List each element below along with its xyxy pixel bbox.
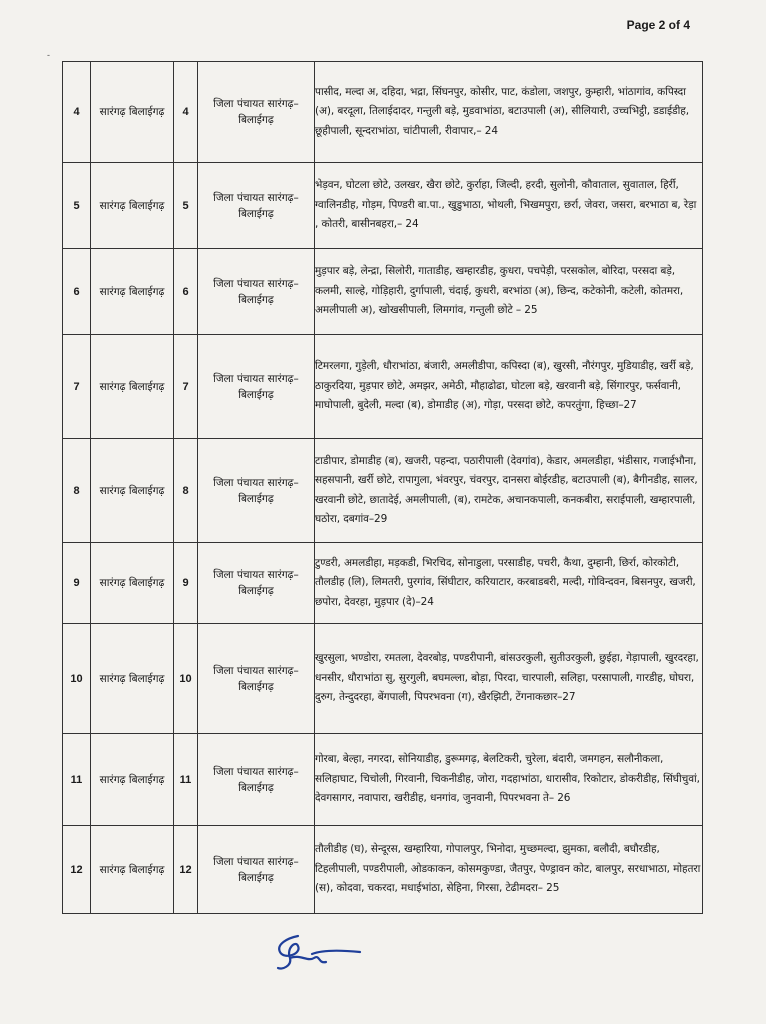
serial-number: 8 <box>63 439 91 543</box>
district-name: सारंगढ़ बिलाईगढ़ <box>91 335 174 439</box>
village-list: टुण्डरी, अमलडीहा, मड़कडी, भिरचिद, सोनाडुला, परसाडीह, पचरी, कैथा, दुम्हानी, छिर्रा, कोरकोटी, तौलडीह (लि), लिमतरी, पुरगांव, सिंघीटार, करियाटार, करबाडबरी, मल्दी, गोविन्दवन, बिसनपुर, खजरी, छपोरा, देवरहा, मुड़पार (दे)–24 <box>315 543 703 624</box>
village-list: टाडीपार, डोमाडीह (ब), खजरी, पहन्दा, पठारीपाली (देवगांव), केडार, अमलडीहा, भंडीसार, गजाईभौना, सहसपानी, खर्री छोटे, रापागुला, भंवरपुर, चंवरपुर, दानसरा बोईरडीह, बटाउपाली (ब), बैगीनडीह, सालर, खरवानी छोटे, छातादेई, अमलीपाली, (ब), रामटेक, अचानकपाली, कनकबीरा, सराईपाली, खम्हारपाली, घठोरा, दबगांव–29 <box>315 439 703 543</box>
margin-mark: - <box>47 50 50 60</box>
district-name: सारंगढ़ बिलाईगढ़ <box>91 249 174 335</box>
ward-number: 8 <box>174 439 198 543</box>
serial-number: 6 <box>63 249 91 335</box>
serial-number: 9 <box>63 543 91 624</box>
panchayat-name: जिला पंचायत सारंगढ़–बिलाईगढ़ <box>198 163 315 249</box>
village-list: भेड़वन, घोटला छोटे, उलखर, खैरा छोटे, कुर्राहा, जिल्दी, हरदी, सुलोनी, कौवाताल, सुवाताल, हिर्री, ग्वालिनडीह, गोड़म, पिण्डरी बा.पा., खुडुभाठा, भोथली, भिखमपुरा, छर्रा, जेवरा, जसरा, बरभाठा ब, रेड़ा , कोतरी, बासीनबहरा,– 24 <box>315 163 703 249</box>
serial-number: 11 <box>63 734 91 826</box>
table-row <box>63 624 703 734</box>
village-list: टिमरलगा, गुड़ेली, धौराभांठा, बंजारी, अमलीडीपा, कपिस्दा (ब), खुरसी, नौरंगपुर, मुडियाडीह, खर्री बड़े, ठाकुरदिया, मुड़पार छोटे, अमझर, अमेठी, मौहाढोढा, घोटला बड़े, खरवानी बड़े, सिंगारपुर, फर्सवानी, माघोपाली, बुदेली, मल्दा (ब), डोमाडीह (अ), गोड़ा, परसदा छोटे, कपरतुंगा, हिच्छा–27 <box>315 335 703 439</box>
serial-number: 10 <box>63 624 91 734</box>
table-row <box>63 249 703 335</box>
table-row <box>63 543 703 624</box>
village-list: तौलीडीह (घ), सेन्दूरस, खम्हारिया, गोपालपुर, भिनोदा, मुच्छमल्दा, झुमका, बलौदी, बघौरडीह, टिहलीपाली, पण्डरीपाली, ओडकाकन, कोसमकुण्डा, जैतपुर, पेण्ड्रावन कोट, बालपुर, सरधाभाठा, मोहतरा (स), कोदवा, चकरदा, मधाईभांठा, सेहिना, गिरसा, टेढीमदरा– 25 <box>315 826 703 914</box>
ward-number: 4 <box>174 62 198 163</box>
signature <box>268 928 368 978</box>
table-row <box>63 62 703 163</box>
ward-number: 9 <box>174 543 198 624</box>
village-list: खुरसुला, भण्डोरा, रमतला, देवरबोड़, पण्डरीपानी, बांसउरकुली, सुतीउरकुली, छुईहा, गेड़ापाली, खुरदरहा, धनसीर, धौराभांठा सु, सुरगुली, बघमल्ला, बोड़ा, पिरदा, चारपाली, सलिहा, परसापाली, गारडीह, घोघरा, दुरुग, तेन्दुदरहा, बेंगपाली, पिपरभवना (ग), खैरझिटी, टेंगनाकछार–27 <box>315 624 703 734</box>
serial-number: 5 <box>63 163 91 249</box>
panchayat-name: जिला पंचायत सारंगढ़–बिलाईगढ़ <box>198 624 315 734</box>
district-name: सारंगढ़ बिलाईगढ़ <box>91 543 174 624</box>
district-name: सारंगढ़ बिलाईगढ़ <box>91 826 174 914</box>
district-name: सारंगढ़ बिलाईगढ़ <box>91 62 174 163</box>
district-name: सारंगढ़ बिलाईगढ़ <box>91 439 174 543</box>
table-row <box>63 734 703 826</box>
serial-number: 4 <box>63 62 91 163</box>
table-row <box>63 163 703 249</box>
village-list: पासीद, मल्दा अ, दहिदा, भद्रा, सिंघनपुर, कोसीर, पाट, कंडोला, जशपुर, कुम्हारी, भांठागांव, कपिस्दा (अ), बरदूला, तिलाईदादर, गन्तुली बड़े, मुडवाभांठा, बटाउपाली (अ), सीलियारी, उच्चभिट्ठी, डडाईडीह, छूहीपाली, सून्दराभांठा, चांटीपाली, रीवापार,– 24 <box>315 62 703 163</box>
panchayat-name: जिला पंचायत सारंगढ़–बिलाईगढ़ <box>198 335 315 439</box>
panchayat-name: जिला पंचायत सारंगढ़–बिलाईगढ़ <box>198 249 315 335</box>
ward-number: 12 <box>174 826 198 914</box>
panchayat-name: जिला पंचायत सारंगढ़–बिलाईगढ़ <box>198 62 315 163</box>
panchayat-name: जिला पंचायत सारंगढ़–बिलाईगढ़ <box>198 543 315 624</box>
ward-number: 7 <box>174 335 198 439</box>
ward-number: 5 <box>174 163 198 249</box>
district-name: सारंगढ़ बिलाईगढ़ <box>91 624 174 734</box>
panchayat-name: जिला पंचायत सारंगढ़–बिलाईगढ़ <box>198 826 315 914</box>
panchayat-name: जिला पंचायत सारंगढ़–बिलाईगढ़ <box>198 439 315 543</box>
ward-number: 6 <box>174 249 198 335</box>
village-list: गोरबा, बेल्हा, नगरदा, सोनियाडीह, डुरूमगढ़, बेलटिकरी, चुरेला, बंदारी, जमगहन, सलौनीकला, सलिहाघाट, चिचोली, गिरवानी, चिकनीडीह, जोरा, गदहाभांठा, धारासीव, रिकोटार, डोकरीडीह, सिंघीचुवां, देवगसागर, नवापारा, खरीडीह, धनगांव, जुनवानी, पिपरभवना ते– 26 <box>315 734 703 826</box>
serial-number: 12 <box>63 826 91 914</box>
table-row <box>63 439 703 543</box>
district-name: सारंगढ़ बिलाईगढ़ <box>91 734 174 826</box>
ward-number: 10 <box>174 624 198 734</box>
serial-number: 7 <box>63 335 91 439</box>
ward-number: 11 <box>174 734 198 826</box>
page-number: Page 2 of 4 <box>626 18 690 32</box>
table-row <box>63 826 703 914</box>
ward-table <box>62 61 703 914</box>
panchayat-name: जिला पंचायत सारंगढ़–बिलाईगढ़ <box>198 734 315 826</box>
ward-table-body <box>63 62 703 914</box>
district-name: सारंगढ़ बिलाईगढ़ <box>91 163 174 249</box>
village-list: मुड़पार बड़े, लेन्द्रा, सिलोरी, गाताडीह, खम्हारडीह, कुधरा, पचपेड़ी, परसकोल, बोरिदा, परसदा बड़े, कलमी, साल्हे, गोड़िहारी, दुर्गापाली, चंदाई, कुधरी, बरभांठा (अ), छिन्द, कटेकोनी, कटेली, कोतमरा, अमलीपाली अ), खोखसीपाली, लिमगांव, गन्तुली छोटे – 25 <box>315 249 703 335</box>
table-row <box>63 335 703 439</box>
